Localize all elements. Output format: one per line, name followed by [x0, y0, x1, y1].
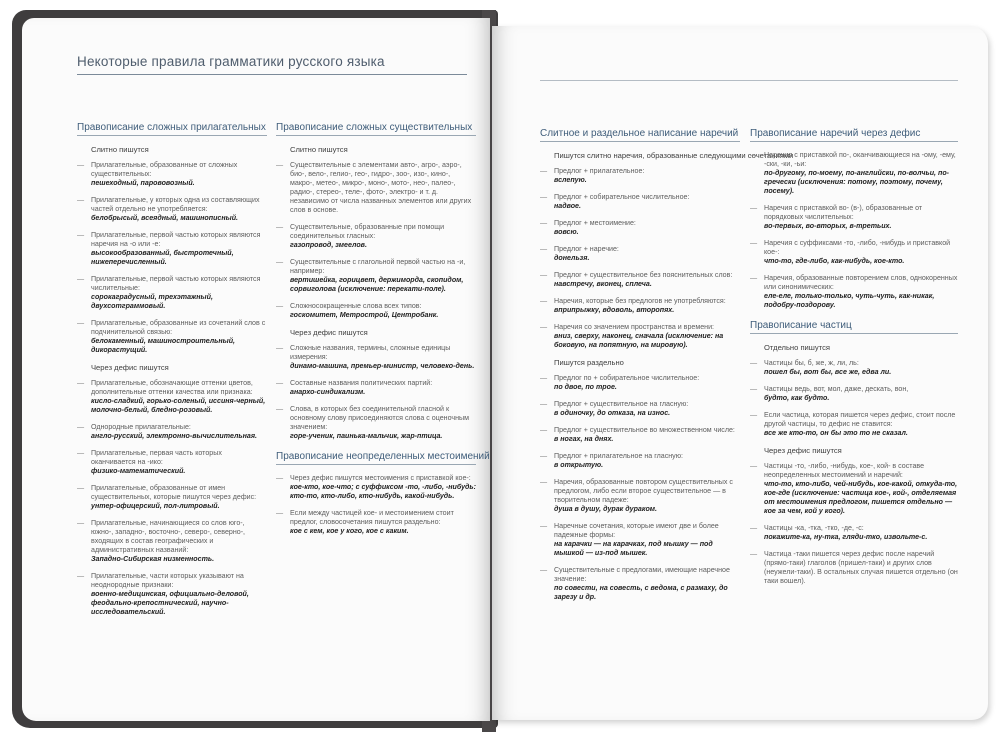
list-item	[276, 474, 476, 501]
list-item	[540, 245, 740, 263]
column-compound-adjectives	[77, 122, 267, 625]
list-item	[276, 302, 476, 320]
rule-text: Существительные с предлогами, имеющие наречное значение:	[554, 566, 730, 583]
list-item	[77, 231, 267, 267]
rule-text: Предлог + прилагательное:	[554, 167, 645, 175]
rule-example: душа в душу, дурак дураком.	[554, 505, 657, 513]
rule-example: на карачки — на карачках, под мышку — под мышкой — из-под мышек.	[554, 540, 713, 557]
rule-example: навстречу, вконец, сплеча.	[554, 280, 652, 288]
rule-text: Если между частицей кое- и местоимением стоит предлог, словосочетания пишутся раздельно:	[290, 509, 454, 526]
rule-text: Однородные прилагательные:	[91, 423, 191, 431]
rule-text: Частица -таки пишется через дефис после наречий (прямо-таки) глаголов (пришел-таки) и других слов (неужели-таки). В остальных случая пишется отдельно (он таки вошел).	[764, 550, 958, 585]
rule-text: Частицы -то, -либо, -нибудь, кое-, кой- в составе неопределенных местоимений и наречий:	[764, 462, 925, 479]
section	[276, 122, 476, 441]
rule-text: Прилагательные, у которых одна из составляющих частей отдельно не употребляется:	[91, 196, 260, 213]
rule-example: кисло-сладкий, горько-соленый, иссиня-черный, молочно-белый, бледно-розовый.	[91, 397, 266, 414]
list-item	[540, 219, 740, 237]
list-item	[77, 161, 267, 188]
rule-text: Через дефис пишутся местоимения с приставкой кое-:	[290, 474, 471, 482]
rule-text: Наречия, образованные повторением слов, однокоренных или синонимических:	[764, 274, 958, 291]
rule-text: Частицы бы, б, же, ж, ли, ль:	[764, 359, 859, 367]
section	[750, 320, 958, 586]
right-page	[492, 26, 988, 720]
list-item	[276, 344, 476, 371]
rule-text: Прилагательные, образованные от имен существительных, которые пишутся через дефис:	[91, 484, 257, 501]
list-item	[540, 452, 740, 470]
rule-text: Существительные с глагольной первой частью на -и, например:	[290, 258, 466, 275]
rule-text: Прилагательные, первой частью которых являются наречия на -о или -е:	[91, 231, 261, 248]
rule-text: Предлог + наречие:	[554, 245, 619, 253]
rule-example: белокаменный, машиностроительный, дикорастущий.	[91, 337, 236, 354]
rule-example: военно-медицинская, официально-деловой, феодально-крепостнический, научно-исследовательский.	[91, 590, 249, 616]
list-item	[750, 359, 958, 377]
rule-example: по совести, на совесть, с ведома, с размаху, до зарезу и др.	[554, 584, 728, 601]
rule-text: Прилагательные, образованные от сложных существительных:	[91, 161, 238, 178]
rule-example: будто, как будто.	[764, 394, 830, 402]
rule-example: госкомитет, Метрострой, Центробанк.	[290, 311, 439, 319]
rule-example: вниз, сверху, наконец, сначала (исключение: на боковую, на попятную, на мировую).	[554, 332, 724, 349]
section	[77, 122, 267, 617]
section-heading: Слитное и раздельное написание наречий	[540, 128, 740, 142]
rule-example: кое-кто, кое-что; с суффиксом -то, -либо, -нибудь: кто-то, кто-либо, кто-нибудь, какой-нибудь.	[290, 483, 476, 500]
subheading: Отдельно пишутся	[764, 343, 830, 352]
list-item	[77, 379, 267, 415]
rule-text: Существительные с элементами авто-, агро-, аэро-, био-, вело-, гелио-, гео-, гидро-, зоо-, изо-, кино-, макро-, метео-, микро-, моно-, мото-, нео-, палео-, радио-, стерео-, теле-, фото-, электро- и т. д. независимо от числа названных элементов или других слов в основе.	[290, 161, 472, 214]
rule-example: вприпрыжку, вдоволь, второпях.	[554, 306, 675, 314]
rule-text: Наречия с суффиксами -то, -либо, -нибудь и приставкой кое-:	[764, 239, 951, 256]
rule-text: Предлог + собирательное числительное:	[554, 193, 690, 201]
list-item	[77, 449, 267, 476]
list-item	[540, 522, 740, 558]
rule-text: Прилагательные, первой частью которых являются числительные:	[91, 275, 261, 292]
list-item	[540, 167, 740, 185]
section-heading: Правописание частиц	[750, 320, 958, 334]
list-item	[540, 426, 740, 444]
rule-example: покажите-ка, ну-тка, гляди-тко, извольте-с.	[764, 533, 928, 541]
section-heading: Правописание сложных существительных	[276, 122, 476, 136]
rule-text: Предлог + местоимение:	[554, 219, 636, 227]
list-item	[540, 323, 740, 350]
rule-example: Западно-Сибирская низменность.	[91, 555, 215, 563]
title-rule	[77, 74, 467, 75]
list-item	[540, 400, 740, 418]
list-item	[77, 275, 267, 311]
rule-text: Наречия с приставкой во- (в-), образованные от порядковых числительных:	[764, 204, 923, 221]
rule-text: Наречия со значением пространства и времени:	[554, 323, 715, 331]
rule-text: Наречия, которые без предлогов не употребляются:	[554, 297, 726, 305]
page-title: Некоторые правила грамматики русского языка	[77, 54, 385, 69]
rule-text: Если частица, которая пишется через дефис, стоит после другой частицы, то дефис не ставится:	[764, 411, 956, 428]
list-item	[276, 405, 476, 441]
rule-example: еле-еле, только-только, чуть-чуть, как-никак, подобру-поздорову.	[764, 292, 935, 309]
rule-text: Прилагательные, начинающиеся со слов юго-, южно-, западно-, восточно-, северо-, северно-, входящих в состав географических и административных названий:	[91, 519, 246, 554]
rule-text: Предлог + прилагательное на гласную:	[554, 452, 684, 460]
rule-example: в ногах, на днях.	[554, 435, 614, 443]
list-item	[540, 193, 740, 211]
section-heading: Правописание неопределенных местоимений	[276, 451, 476, 465]
subheading: Слитно пишутся	[91, 145, 149, 154]
rule-example: унтер-офицерский, пол-литровый.	[91, 502, 220, 510]
rule-example: анархо-синдикализм.	[290, 388, 366, 396]
list-item	[77, 484, 267, 511]
rule-text: Существительные, образованные при помощи соединительных гласных:	[290, 223, 445, 240]
list-item	[77, 519, 267, 564]
list-item	[540, 297, 740, 315]
rule-text: Предлог + существительное без пояснительных слов:	[554, 271, 733, 279]
rule-example: высокообразованный, быстротечный, нижеперечисленный.	[91, 249, 234, 266]
section-heading: Правописание наречий через дефис	[750, 128, 958, 142]
rule-example: во-первых, во-вторых, в-третьих.	[764, 222, 892, 230]
rule-text: Составные названия политических партий:	[290, 379, 433, 387]
list-item	[750, 239, 958, 266]
rule-example: англо-русский, электронно-вычислительная.	[91, 432, 257, 440]
rule-text: Частицы ведь, вот, мол, даже, дескать, вон,	[764, 385, 909, 393]
rule-example: кое с кем, кое у кого, кое с каким.	[290, 527, 409, 535]
rule-text: Прилагательные, первая часть которых оканчивается на -ико:	[91, 449, 222, 466]
subheading: Пишутся раздельно	[554, 358, 624, 367]
list-item	[540, 566, 740, 602]
header-rule	[540, 80, 958, 81]
subheading: Пишутся слитно наречия, образованные следующими сочетаниями	[554, 151, 794, 160]
rule-example: в одиночку, до отказа, на износ.	[554, 409, 671, 417]
list-item	[540, 478, 740, 514]
rule-text: Прилагательные, образованные из сочетаний слов с подчинительной связью:	[91, 319, 266, 336]
rule-text: Сложносокращенные слова всех типов:	[290, 302, 422, 310]
list-item	[276, 379, 476, 397]
list-item	[276, 509, 476, 536]
rule-example: пешеходный, парововозный.	[91, 179, 195, 187]
list-item	[750, 274, 958, 310]
rule-example: в открытую.	[554, 461, 604, 469]
rule-text: Наречия с приставкой по-, оканчивающиеся на -ому, -ему, -ски, -ки, -ьи:	[764, 151, 956, 168]
rule-example: по-другому, по-моему, по-английски, по-волчьи, по-гречески (исключения: потому, поэтому, почему, посему).	[764, 169, 950, 195]
rule-example: пошел бы, вот бы, все же, едва ли.	[764, 368, 892, 376]
list-item	[77, 319, 267, 355]
rule-example: вслепую.	[554, 176, 587, 184]
rule-text: Наречные сочетания, которые имеют две и более падежные формы:	[554, 522, 719, 539]
rule-text: Слова, в которых без соединительной гласной к основному слову присоединяются слова с оценочным значением:	[290, 405, 469, 431]
list-item	[750, 411, 958, 438]
list-item	[77, 423, 267, 441]
list-item	[276, 258, 476, 294]
section	[750, 128, 958, 310]
list-item	[77, 196, 267, 223]
rule-example: физико-математический.	[91, 467, 186, 475]
list-item	[750, 385, 958, 403]
list-item	[276, 223, 476, 250]
list-item	[540, 271, 740, 289]
rule-text: Предлог по + собирательное числительное:	[554, 374, 700, 382]
list-item	[77, 572, 267, 617]
rule-example: вертишейка, горицвет, держиморда, скопидом, сорвиголова (исключение: перекати-поле).	[290, 276, 464, 293]
subheading: Через дефис пишутся	[764, 446, 842, 455]
list-item	[750, 462, 958, 516]
left-page	[22, 18, 490, 721]
rule-example: белобрысый, всеядный, машинописный.	[91, 214, 239, 222]
column-adverbs-hyphen	[750, 128, 958, 594]
section	[276, 451, 490, 536]
rule-example: сорокаградусный, трехэтажный, двухсотграммовый.	[91, 293, 213, 310]
rule-example: динамо-машина, премьер-министр, человеко-день.	[290, 362, 475, 370]
rule-text: Прилагательные, части которых указывают на неоднородные признаки:	[91, 572, 244, 589]
rule-text: Прилагательные, обозначающие оттенки цветов, дополнительные оттенки качества или признака:	[91, 379, 253, 396]
list-item	[540, 374, 740, 392]
rule-text: Сложные названия, термины, сложные единицы измерения:	[290, 344, 451, 361]
list-item	[750, 550, 958, 586]
rule-text: Частицы -ка, -тка, -тко, -де, -с:	[764, 524, 864, 532]
subheading: Через дефис пишутся	[91, 363, 169, 372]
rule-example: все же кто-то, он бы это то не сказал.	[764, 429, 908, 437]
column-adverbs-spelling	[540, 128, 794, 610]
rule-example: что-то, где-либо, как-нибудь, кое-кто.	[764, 257, 905, 265]
rule-example: по двое, по трое.	[554, 383, 617, 391]
list-item	[276, 161, 476, 215]
section-heading: Правописание сложных прилагательных	[77, 122, 267, 136]
list-item	[750, 151, 958, 196]
rule-example: донельзя.	[554, 254, 590, 262]
subheading: Через дефис пишутся	[290, 328, 368, 337]
rule-example: горе-ученик, паинька-мальчик, жар-птица.	[290, 432, 443, 440]
rule-text: Предлог + существительное во множественном числе:	[554, 426, 735, 434]
list-item	[750, 524, 958, 542]
rule-text: Наречия, образованные повтором существительных с предлогом, либо если второе существительное — в творительном падеже:	[554, 478, 733, 504]
list-item	[750, 204, 958, 231]
column-compound-nouns	[276, 122, 490, 544]
rule-text: Предлог + существительное на гласную:	[554, 400, 689, 408]
rule-example: что-то, кто-либо, чей-нибудь, кое-какой, откуда-то, кое-где (исключение: частица кое-, кой-, отделяемая от местоимения предлогом, пишется отдельно — кое за чем, кой у кого).	[764, 480, 958, 515]
section	[540, 128, 794, 602]
rule-example: газопровод, змеелов.	[290, 241, 367, 249]
subheading: Слитно пишутся	[290, 145, 348, 154]
rule-example: надвое.	[554, 202, 581, 210]
rule-example: вовсю.	[554, 228, 579, 236]
